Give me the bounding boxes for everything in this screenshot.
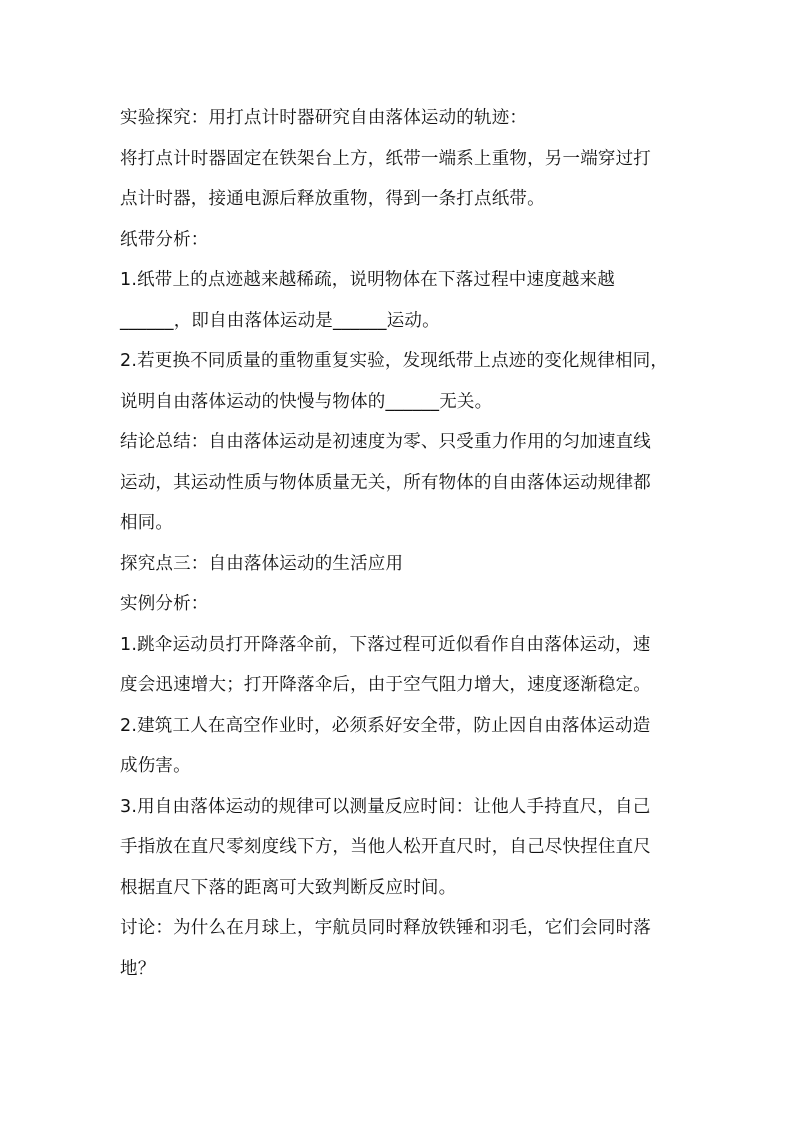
experiment-text-line: 将打点计时器固定在铁架台上方，纸带一端系上重物，另一端穿过打 xyxy=(120,148,651,169)
analysis-item-2-line: 说明自由落体运动的快慢与物体的______无关。 xyxy=(120,391,493,412)
example-3-line: 3.用自由落体运动的规律可以测量反应时间：让他人手持直尺，自己 xyxy=(120,796,651,817)
example-2-line: 2.建筑工人在高空作业时，必须系好安全带，防止因自由落体运动造 xyxy=(120,715,651,736)
examples-heading: 实例分析： xyxy=(120,594,209,614)
tape-analysis-heading: 纸带分析： xyxy=(120,229,209,250)
analysis-item-2-line: 2.若更换不同质量的重物重复实验，发现纸带上点迹的变化规律相同， xyxy=(120,351,669,371)
example-3-line: 根据直尺下落的距离可大致判断反应时间。 xyxy=(120,877,457,898)
experiment-heading: 实验探究：用打点计时器研究自由落体运动的轨迹： xyxy=(120,108,528,128)
discussion-line: 讨论：为什么在月球上，宇航员同时释放铁锤和羽毛，它们会同时落 xyxy=(120,918,651,938)
experiment-text-line: 点计时器，接通电源后释放重物，得到一条打点纸带。 xyxy=(120,189,545,209)
analysis-item-1-line: 1.纸带上的点迹越来越稀疏，说明物体在下落过程中速度越来越 xyxy=(120,270,615,290)
discussion-line: 地？ xyxy=(120,958,156,979)
example-3-line: 手指放在直尺零刻度线下方，当他人松开直尺时，自己尽快捏住直尺 xyxy=(120,837,651,857)
analysis-item-1-line: ______，即自由落体运动是______运动。 xyxy=(120,310,440,331)
conclusion-line: 运动，其运动性质与物体质量无关，所有物体的自由落体运动规律都 xyxy=(120,472,651,493)
conclusion-line: 相同。 xyxy=(120,513,174,533)
conclusion-line: 结论总结：自由落体运动是初速度为零、只受重力作用的匀加速直线 xyxy=(120,432,651,452)
section-heading: 探究点三：自由落体运动的生活应用 xyxy=(120,553,404,574)
document-body xyxy=(120,98,680,989)
example-2-line: 成伤害。 xyxy=(120,756,191,776)
example-1-line: 度会迅速增大；打开降落伞后，由于空气阻力增大，速度逐渐稳定。 xyxy=(120,675,651,695)
example-1-line: 1.跳伞运动员打开降落伞前，下落过程可近似看作自由落体运动，速 xyxy=(120,634,651,655)
